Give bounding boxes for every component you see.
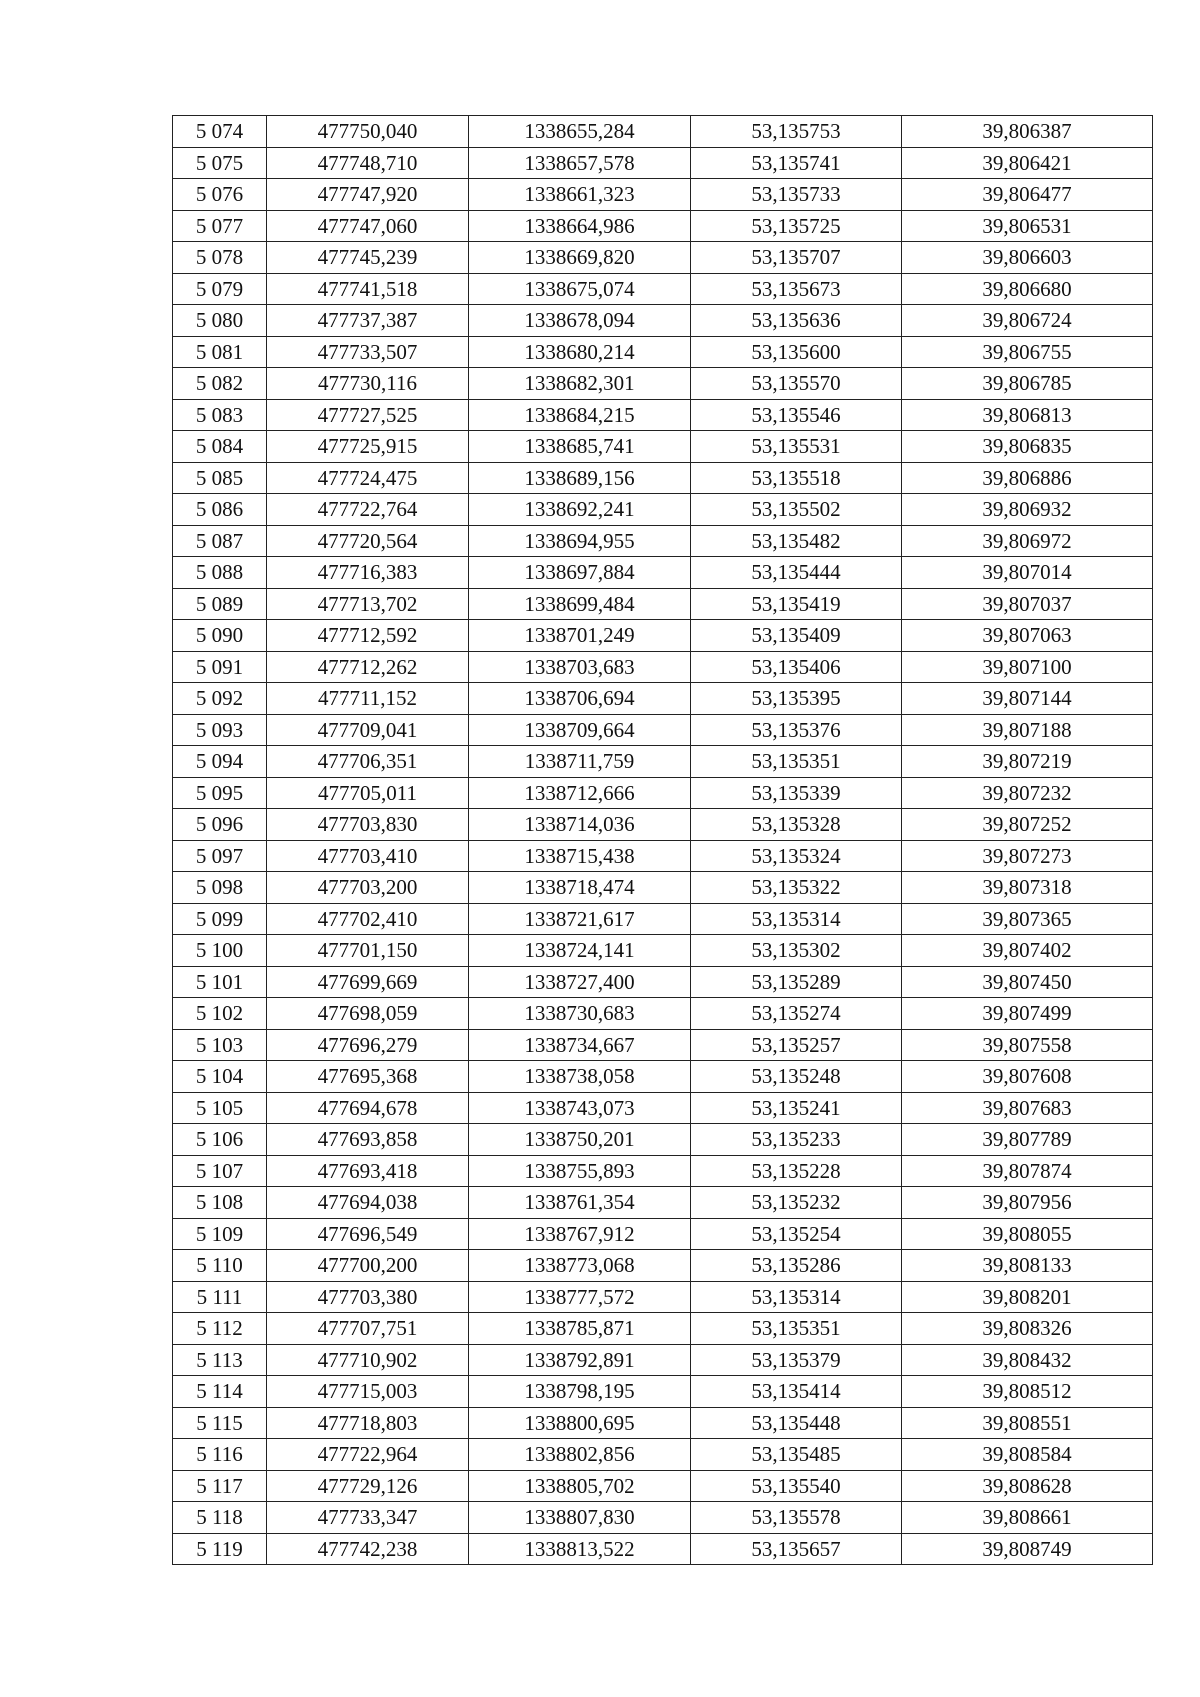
table-row (173, 305, 1153, 337)
x-coordinate-cell: 477713,702 (267, 588, 469, 620)
table-row (173, 557, 1153, 589)
latitude-cell: 53,135339 (691, 777, 902, 809)
x-coordinate-cell: 477702,410 (267, 903, 469, 935)
x-coordinate-cell: 477725,915 (267, 431, 469, 463)
point-number-cell: 5 085 (173, 462, 267, 494)
point-number-cell: 5 096 (173, 809, 267, 841)
point-number-cell: 5 109 (173, 1218, 267, 1250)
table-row (173, 777, 1153, 809)
table-row (173, 1092, 1153, 1124)
x-coordinate-cell: 477733,347 (267, 1502, 469, 1534)
x-coordinate-cell: 477737,387 (267, 305, 469, 337)
longitude-cell: 39,808749 (902, 1533, 1153, 1565)
table-row (173, 1407, 1153, 1439)
y-coordinate-cell: 1338657,578 (469, 147, 691, 179)
y-coordinate-cell: 1338699,484 (469, 588, 691, 620)
latitude-cell: 53,135578 (691, 1502, 902, 1534)
x-coordinate-cell: 477696,279 (267, 1029, 469, 1061)
table-row (173, 210, 1153, 242)
x-coordinate-cell: 477693,418 (267, 1155, 469, 1187)
x-coordinate-cell: 477701,150 (267, 935, 469, 967)
point-number-cell: 5 081 (173, 336, 267, 368)
point-number-cell: 5 083 (173, 399, 267, 431)
point-number-cell: 5 107 (173, 1155, 267, 1187)
point-number-cell: 5 095 (173, 777, 267, 809)
longitude-cell: 39,806387 (902, 116, 1153, 148)
table-row (173, 462, 1153, 494)
latitude-cell: 53,135485 (691, 1439, 902, 1471)
point-number-cell: 5 078 (173, 242, 267, 274)
x-coordinate-cell: 477700,200 (267, 1250, 469, 1282)
latitude-cell: 53,135448 (691, 1407, 902, 1439)
longitude-cell: 39,806972 (902, 525, 1153, 557)
y-coordinate-cell: 1338761,354 (469, 1187, 691, 1219)
latitude-cell: 53,135482 (691, 525, 902, 557)
table-row (173, 179, 1153, 211)
x-coordinate-cell: 477694,678 (267, 1092, 469, 1124)
latitude-cell: 53,135502 (691, 494, 902, 526)
table-row (173, 1502, 1153, 1534)
y-coordinate-cell: 1338664,986 (469, 210, 691, 242)
latitude-cell: 53,135376 (691, 714, 902, 746)
longitude-cell: 39,807608 (902, 1061, 1153, 1093)
latitude-cell: 53,135241 (691, 1092, 902, 1124)
y-coordinate-cell: 1338800,695 (469, 1407, 691, 1439)
latitude-cell: 53,135741 (691, 147, 902, 179)
longitude-cell: 39,806932 (902, 494, 1153, 526)
x-coordinate-cell: 477718,803 (267, 1407, 469, 1439)
latitude-cell: 53,135636 (691, 305, 902, 337)
x-coordinate-cell: 477722,964 (267, 1439, 469, 1471)
point-number-cell: 5 100 (173, 935, 267, 967)
point-number-cell: 5 097 (173, 840, 267, 872)
latitude-cell: 53,135248 (691, 1061, 902, 1093)
y-coordinate-cell: 1338703,683 (469, 651, 691, 683)
x-coordinate-cell: 477696,549 (267, 1218, 469, 1250)
table-row (173, 242, 1153, 274)
latitude-cell: 53,135232 (691, 1187, 902, 1219)
table-row (173, 966, 1153, 998)
latitude-cell: 53,135414 (691, 1376, 902, 1408)
table-row (173, 620, 1153, 652)
longitude-cell: 39,807365 (902, 903, 1153, 935)
latitude-cell: 53,135228 (691, 1155, 902, 1187)
y-coordinate-cell: 1338692,241 (469, 494, 691, 526)
table-row (173, 1439, 1153, 1471)
y-coordinate-cell: 1338706,694 (469, 683, 691, 715)
longitude-cell: 39,808584 (902, 1439, 1153, 1471)
y-coordinate-cell: 1338675,074 (469, 273, 691, 305)
point-number-cell: 5 117 (173, 1470, 267, 1502)
point-number-cell: 5 110 (173, 1250, 267, 1282)
point-number-cell: 5 090 (173, 620, 267, 652)
x-coordinate-cell: 477694,038 (267, 1187, 469, 1219)
latitude-cell: 53,135657 (691, 1533, 902, 1565)
point-number-cell: 5 088 (173, 557, 267, 589)
longitude-cell: 39,806886 (902, 462, 1153, 494)
longitude-cell: 39,807144 (902, 683, 1153, 715)
longitude-cell: 39,806477 (902, 179, 1153, 211)
x-coordinate-cell: 477711,152 (267, 683, 469, 715)
point-number-cell: 5 076 (173, 179, 267, 211)
y-coordinate-cell: 1338750,201 (469, 1124, 691, 1156)
point-number-cell: 5 118 (173, 1502, 267, 1534)
point-number-cell: 5 084 (173, 431, 267, 463)
point-number-cell: 5 099 (173, 903, 267, 935)
y-coordinate-cell: 1338682,301 (469, 368, 691, 400)
latitude-cell: 53,135600 (691, 336, 902, 368)
point-number-cell: 5 119 (173, 1533, 267, 1565)
longitude-cell: 39,806603 (902, 242, 1153, 274)
point-number-cell: 5 087 (173, 525, 267, 557)
table-row (173, 399, 1153, 431)
longitude-cell: 39,806531 (902, 210, 1153, 242)
x-coordinate-cell: 477724,475 (267, 462, 469, 494)
table-row (173, 1250, 1153, 1282)
longitude-cell: 39,807252 (902, 809, 1153, 841)
point-number-cell: 5 114 (173, 1376, 267, 1408)
longitude-cell: 39,807100 (902, 651, 1153, 683)
longitude-cell: 39,807188 (902, 714, 1153, 746)
table-row (173, 714, 1153, 746)
longitude-cell: 39,806755 (902, 336, 1153, 368)
latitude-cell: 53,135406 (691, 651, 902, 683)
point-number-cell: 5 103 (173, 1029, 267, 1061)
x-coordinate-cell: 477727,525 (267, 399, 469, 431)
latitude-cell: 53,135409 (691, 620, 902, 652)
longitude-cell: 39,807499 (902, 998, 1153, 1030)
table-row (173, 998, 1153, 1030)
latitude-cell: 53,135351 (691, 746, 902, 778)
x-coordinate-cell: 477698,059 (267, 998, 469, 1030)
table-row (173, 336, 1153, 368)
latitude-cell: 53,135570 (691, 368, 902, 400)
coordinates-table-body (173, 116, 1153, 1565)
latitude-cell: 53,135733 (691, 179, 902, 211)
latitude-cell: 53,135753 (691, 116, 902, 148)
longitude-cell: 39,807219 (902, 746, 1153, 778)
x-coordinate-cell: 477729,126 (267, 1470, 469, 1502)
table-row (173, 651, 1153, 683)
table-row (173, 273, 1153, 305)
point-number-cell: 5 112 (173, 1313, 267, 1345)
latitude-cell: 53,135518 (691, 462, 902, 494)
y-coordinate-cell: 1338767,912 (469, 1218, 691, 1250)
longitude-cell: 39,807558 (902, 1029, 1153, 1061)
point-number-cell: 5 105 (173, 1092, 267, 1124)
latitude-cell: 53,135314 (691, 1281, 902, 1313)
y-coordinate-cell: 1338805,702 (469, 1470, 691, 1502)
table-row (173, 116, 1153, 148)
y-coordinate-cell: 1338721,617 (469, 903, 691, 935)
point-number-cell: 5 102 (173, 998, 267, 1030)
latitude-cell: 53,135324 (691, 840, 902, 872)
latitude-cell: 53,135546 (691, 399, 902, 431)
y-coordinate-cell: 1338743,073 (469, 1092, 691, 1124)
y-coordinate-cell: 1338685,741 (469, 431, 691, 463)
point-number-cell: 5 079 (173, 273, 267, 305)
latitude-cell: 53,135379 (691, 1344, 902, 1376)
y-coordinate-cell: 1338655,284 (469, 116, 691, 148)
longitude-cell: 39,807318 (902, 872, 1153, 904)
x-coordinate-cell: 477703,200 (267, 872, 469, 904)
x-coordinate-cell: 477730,116 (267, 368, 469, 400)
longitude-cell: 39,808326 (902, 1313, 1153, 1345)
y-coordinate-cell: 1338689,156 (469, 462, 691, 494)
latitude-cell: 53,135707 (691, 242, 902, 274)
latitude-cell: 53,135328 (691, 809, 902, 841)
latitude-cell: 53,135540 (691, 1470, 902, 1502)
table-row (173, 494, 1153, 526)
y-coordinate-cell: 1338701,249 (469, 620, 691, 652)
x-coordinate-cell: 477745,239 (267, 242, 469, 274)
y-coordinate-cell: 1338807,830 (469, 1502, 691, 1534)
point-number-cell: 5 086 (173, 494, 267, 526)
longitude-cell: 39,808201 (902, 1281, 1153, 1313)
point-number-cell: 5 108 (173, 1187, 267, 1219)
longitude-cell: 39,807232 (902, 777, 1153, 809)
x-coordinate-cell: 477709,041 (267, 714, 469, 746)
longitude-cell: 39,808512 (902, 1376, 1153, 1408)
table-row (173, 840, 1153, 872)
point-number-cell: 5 104 (173, 1061, 267, 1093)
coordinates-table (172, 115, 1153, 1565)
latitude-cell: 53,135351 (691, 1313, 902, 1345)
y-coordinate-cell: 1338718,474 (469, 872, 691, 904)
x-coordinate-cell: 477703,830 (267, 809, 469, 841)
x-coordinate-cell: 477699,669 (267, 966, 469, 998)
table-row (173, 872, 1153, 904)
table-row (173, 746, 1153, 778)
table-row (173, 1155, 1153, 1187)
y-coordinate-cell: 1338755,893 (469, 1155, 691, 1187)
longitude-cell: 39,807273 (902, 840, 1153, 872)
table-row (173, 431, 1153, 463)
longitude-cell: 39,808133 (902, 1250, 1153, 1282)
y-coordinate-cell: 1338715,438 (469, 840, 691, 872)
latitude-cell: 53,135289 (691, 966, 902, 998)
table-row (173, 525, 1153, 557)
x-coordinate-cell: 477747,920 (267, 179, 469, 211)
y-coordinate-cell: 1338738,058 (469, 1061, 691, 1093)
point-number-cell: 5 094 (173, 746, 267, 778)
table-row (173, 903, 1153, 935)
point-number-cell: 5 106 (173, 1124, 267, 1156)
point-number-cell: 5 116 (173, 1439, 267, 1471)
x-coordinate-cell: 477712,262 (267, 651, 469, 683)
latitude-cell: 53,135725 (691, 210, 902, 242)
x-coordinate-cell: 477710,902 (267, 1344, 469, 1376)
longitude-cell: 39,808661 (902, 1502, 1153, 1534)
y-coordinate-cell: 1338669,820 (469, 242, 691, 274)
table-row (173, 809, 1153, 841)
point-number-cell: 5 075 (173, 147, 267, 179)
x-coordinate-cell: 477720,564 (267, 525, 469, 557)
longitude-cell: 39,806421 (902, 147, 1153, 179)
x-coordinate-cell: 477748,710 (267, 147, 469, 179)
y-coordinate-cell: 1338661,323 (469, 179, 691, 211)
x-coordinate-cell: 477716,383 (267, 557, 469, 589)
y-coordinate-cell: 1338802,856 (469, 1439, 691, 1471)
longitude-cell: 39,808432 (902, 1344, 1153, 1376)
y-coordinate-cell: 1338785,871 (469, 1313, 691, 1345)
table-row (173, 588, 1153, 620)
y-coordinate-cell: 1338714,036 (469, 809, 691, 841)
table-row (173, 1470, 1153, 1502)
table-row (173, 683, 1153, 715)
point-number-cell: 5 091 (173, 651, 267, 683)
longitude-cell: 39,807450 (902, 966, 1153, 998)
y-coordinate-cell: 1338777,572 (469, 1281, 691, 1313)
point-number-cell: 5 074 (173, 116, 267, 148)
latitude-cell: 53,135314 (691, 903, 902, 935)
table-row (173, 368, 1153, 400)
x-coordinate-cell: 477741,518 (267, 273, 469, 305)
latitude-cell: 53,135419 (691, 588, 902, 620)
y-coordinate-cell: 1338694,955 (469, 525, 691, 557)
table-row (173, 1281, 1153, 1313)
longitude-cell: 39,807063 (902, 620, 1153, 652)
x-coordinate-cell: 477750,040 (267, 116, 469, 148)
x-coordinate-cell: 477703,410 (267, 840, 469, 872)
point-number-cell: 5 080 (173, 305, 267, 337)
longitude-cell: 39,807956 (902, 1187, 1153, 1219)
x-coordinate-cell: 477733,507 (267, 336, 469, 368)
latitude-cell: 53,135274 (691, 998, 902, 1030)
point-number-cell: 5 089 (173, 588, 267, 620)
latitude-cell: 53,135257 (691, 1029, 902, 1061)
y-coordinate-cell: 1338798,195 (469, 1376, 691, 1408)
x-coordinate-cell: 477747,060 (267, 210, 469, 242)
point-number-cell: 5 098 (173, 872, 267, 904)
table-row (173, 1061, 1153, 1093)
table-row (173, 1029, 1153, 1061)
x-coordinate-cell: 477693,858 (267, 1124, 469, 1156)
table-row (173, 1344, 1153, 1376)
longitude-cell: 39,808055 (902, 1218, 1153, 1250)
longitude-cell: 39,806680 (902, 273, 1153, 305)
point-number-cell: 5 113 (173, 1344, 267, 1376)
longitude-cell: 39,806813 (902, 399, 1153, 431)
longitude-cell: 39,807789 (902, 1124, 1153, 1156)
x-coordinate-cell: 477722,764 (267, 494, 469, 526)
y-coordinate-cell: 1338712,666 (469, 777, 691, 809)
latitude-cell: 53,135531 (691, 431, 902, 463)
x-coordinate-cell: 477712,592 (267, 620, 469, 652)
y-coordinate-cell: 1338773,068 (469, 1250, 691, 1282)
table-row (173, 1187, 1153, 1219)
longitude-cell: 39,806785 (902, 368, 1153, 400)
y-coordinate-cell: 1338684,215 (469, 399, 691, 431)
latitude-cell: 53,135233 (691, 1124, 902, 1156)
point-number-cell: 5 101 (173, 966, 267, 998)
point-number-cell: 5 111 (173, 1281, 267, 1313)
y-coordinate-cell: 1338709,664 (469, 714, 691, 746)
y-coordinate-cell: 1338724,141 (469, 935, 691, 967)
x-coordinate-cell: 477706,351 (267, 746, 469, 778)
longitude-cell: 39,807874 (902, 1155, 1153, 1187)
x-coordinate-cell: 477705,011 (267, 777, 469, 809)
latitude-cell: 53,135286 (691, 1250, 902, 1282)
table-row (173, 1124, 1153, 1156)
latitude-cell: 53,135444 (691, 557, 902, 589)
longitude-cell: 39,807037 (902, 588, 1153, 620)
x-coordinate-cell: 477703,380 (267, 1281, 469, 1313)
x-coordinate-cell: 477707,751 (267, 1313, 469, 1345)
longitude-cell: 39,808551 (902, 1407, 1153, 1439)
latitude-cell: 53,135395 (691, 683, 902, 715)
latitude-cell: 53,135673 (691, 273, 902, 305)
x-coordinate-cell: 477715,003 (267, 1376, 469, 1408)
longitude-cell: 39,807402 (902, 935, 1153, 967)
table-row (173, 1313, 1153, 1345)
x-coordinate-cell: 477742,238 (267, 1533, 469, 1565)
point-number-cell: 5 093 (173, 714, 267, 746)
longitude-cell: 39,806835 (902, 431, 1153, 463)
y-coordinate-cell: 1338680,214 (469, 336, 691, 368)
point-number-cell: 5 092 (173, 683, 267, 715)
x-coordinate-cell: 477695,368 (267, 1061, 469, 1093)
latitude-cell: 53,135322 (691, 872, 902, 904)
latitude-cell: 53,135254 (691, 1218, 902, 1250)
point-number-cell: 5 082 (173, 368, 267, 400)
y-coordinate-cell: 1338727,400 (469, 966, 691, 998)
y-coordinate-cell: 1338678,094 (469, 305, 691, 337)
longitude-cell: 39,807014 (902, 557, 1153, 589)
y-coordinate-cell: 1338730,683 (469, 998, 691, 1030)
table-row (173, 1218, 1153, 1250)
y-coordinate-cell: 1338697,884 (469, 557, 691, 589)
longitude-cell: 39,807683 (902, 1092, 1153, 1124)
y-coordinate-cell: 1338734,667 (469, 1029, 691, 1061)
longitude-cell: 39,808628 (902, 1470, 1153, 1502)
table-row (173, 1533, 1153, 1565)
y-coordinate-cell: 1338813,522 (469, 1533, 691, 1565)
y-coordinate-cell: 1338792,891 (469, 1344, 691, 1376)
table-row (173, 147, 1153, 179)
y-coordinate-cell: 1338711,759 (469, 746, 691, 778)
point-number-cell: 5 115 (173, 1407, 267, 1439)
table-row (173, 1376, 1153, 1408)
point-number-cell: 5 077 (173, 210, 267, 242)
table-row (173, 935, 1153, 967)
latitude-cell: 53,135302 (691, 935, 902, 967)
longitude-cell: 39,806724 (902, 305, 1153, 337)
